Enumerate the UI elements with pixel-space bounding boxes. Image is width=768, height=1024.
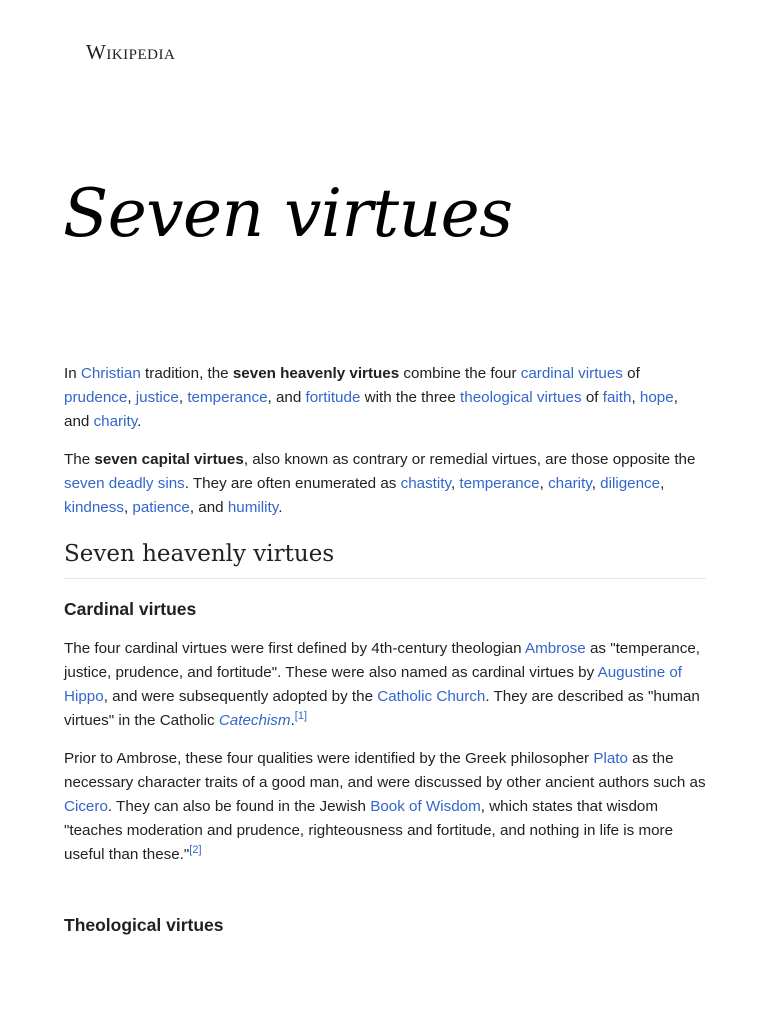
link-temperance[interactable]: temperance bbox=[187, 389, 268, 406]
link-faith[interactable]: faith bbox=[602, 389, 632, 406]
wikipedia-logo[interactable]: Wikipedia bbox=[86, 40, 176, 64]
text: , bbox=[631, 389, 640, 406]
link-catholic-church[interactable]: Catholic Church bbox=[377, 688, 486, 705]
link-prudence[interactable]: prudence bbox=[64, 389, 128, 406]
text: , bbox=[450, 475, 460, 492]
link-humility[interactable]: humility bbox=[227, 499, 279, 516]
text: as "temperance, justice, prudence, and fortitude". These were also named as cardinal virtues by bbox=[64, 640, 701, 681]
text: with the three bbox=[360, 389, 461, 406]
text: , bbox=[127, 389, 136, 406]
text: . They are often enumerated as bbox=[184, 475, 401, 492]
citation-1[interactable]: [1] bbox=[294, 710, 308, 722]
text: tradition, the bbox=[140, 365, 233, 382]
link-charity[interactable]: charity bbox=[93, 413, 138, 430]
citation-2[interactable]: [2] bbox=[189, 844, 202, 856]
text: , bbox=[178, 389, 188, 406]
text: , bbox=[539, 475, 549, 492]
text: The four cardinal virtues were first defined by 4th-century theologian bbox=[64, 640, 525, 657]
link-seven-deadly-sins[interactable]: seven deadly sins bbox=[64, 475, 185, 492]
link-cardinal-virtues[interactable]: cardinal virtues bbox=[520, 365, 623, 382]
link-temperance-2[interactable]: temperance bbox=[459, 475, 540, 492]
link-kindness[interactable]: kindness bbox=[64, 499, 124, 516]
text: , which states that wisdom "teaches moderation and prudence, righteousness and fortitude, and nothing in life is more useful than these." bbox=[64, 798, 674, 863]
text: . bbox=[290, 712, 295, 729]
text: of bbox=[622, 365, 640, 382]
text: of bbox=[581, 389, 603, 406]
link-theological-virtues[interactable]: theological virtues bbox=[460, 389, 582, 406]
link-ambrose[interactable]: Ambrose bbox=[524, 640, 586, 657]
text: . They can also be found in the Jewish bbox=[107, 798, 371, 815]
text: . bbox=[137, 413, 142, 430]
link-hope[interactable]: hope bbox=[639, 389, 674, 406]
link-christian[interactable]: Christian bbox=[80, 365, 141, 382]
link-fortitude[interactable]: fortitude bbox=[305, 389, 361, 406]
text: , also known as contrary or remedial virtues, are those opposite the bbox=[243, 451, 696, 468]
subsection-heading-theological-virtues: Theological virtues bbox=[64, 915, 224, 935]
intro-paragraph-1 bbox=[64, 362, 706, 434]
link-plato[interactable]: Plato bbox=[593, 750, 628, 767]
link-cicero[interactable]: Cicero bbox=[64, 798, 108, 815]
bold-term: seven capital virtues bbox=[94, 451, 244, 468]
link-patience[interactable]: patience bbox=[132, 499, 190, 516]
text: , and bbox=[189, 499, 228, 516]
text: The bbox=[64, 451, 95, 468]
link-augustine-of-hippo[interactable]: Augustine of Hippo bbox=[64, 664, 683, 705]
link-diligence[interactable]: diligence bbox=[600, 475, 661, 492]
link-chastity[interactable]: chastity bbox=[400, 475, 451, 492]
text: In bbox=[64, 365, 81, 382]
text: Prior to Ambrose, these four qualities were identified by the Greek philosopher bbox=[64, 750, 594, 767]
subsection-heading-cardinal-virtues: Cardinal virtues bbox=[64, 599, 197, 619]
text: combine the four bbox=[399, 365, 521, 382]
article-body bbox=[64, 362, 706, 953]
text: , and were subsequently adopted by the bbox=[103, 688, 378, 705]
text: , bbox=[123, 499, 133, 516]
link-charity-2[interactable]: charity bbox=[548, 475, 592, 492]
link-justice[interactable]: justice bbox=[135, 389, 179, 406]
text: . bbox=[278, 499, 283, 516]
cardinal-paragraph-1 bbox=[64, 637, 706, 733]
text: . They are described as "human virtues" in the Catholic bbox=[64, 688, 700, 729]
bold-term: seven heavenly virtues bbox=[232, 365, 400, 382]
text: , bbox=[591, 475, 601, 492]
text: , and bbox=[267, 389, 306, 406]
cardinal-paragraph-2 bbox=[64, 747, 706, 867]
link-catechism[interactable]: Catechism bbox=[218, 712, 291, 729]
intro-paragraph-2 bbox=[64, 448, 706, 520]
page-title: Seven virtues bbox=[63, 175, 513, 252]
link-book-of-wisdom[interactable]: Book of Wisdom bbox=[370, 798, 481, 815]
section-heading-heavenly-virtues[interactable]: Seven heavenly virtues bbox=[64, 542, 706, 579]
text: as the necessary character traits of a good man, and were discussed by other ancient authors such as bbox=[64, 750, 706, 791]
text: , bbox=[660, 475, 665, 492]
text: , and bbox=[64, 389, 678, 430]
